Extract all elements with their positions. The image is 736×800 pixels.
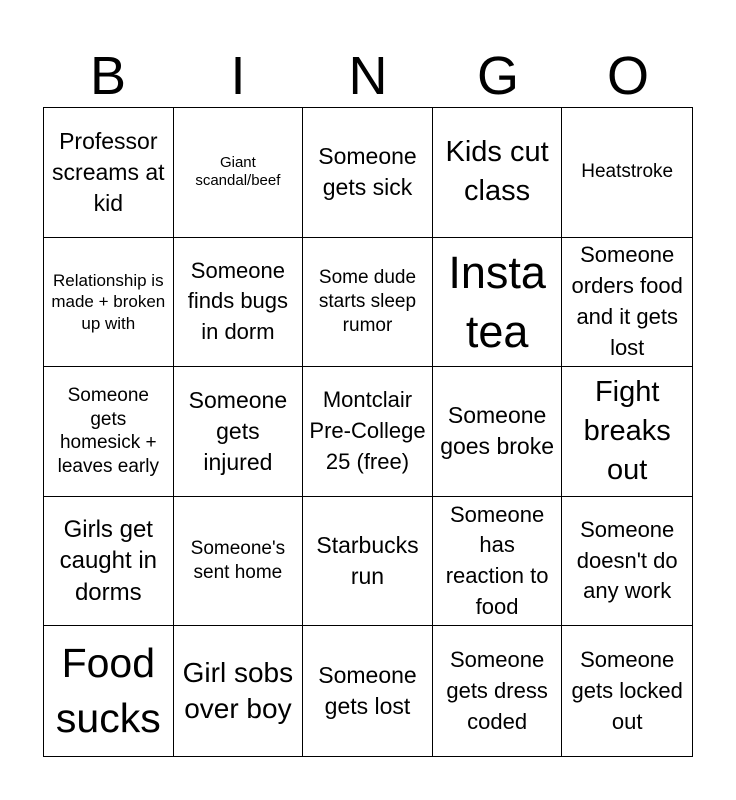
bingo-cell-r4c5[interactable]: Someone doesn't do any work	[562, 497, 692, 627]
bingo-cell-r5c4[interactable]: Someone gets dress coded	[433, 626, 563, 756]
bingo-cell-r5c5[interactable]: Someone gets locked out	[571, 647, 683, 734]
bingo-cell-r5c1[interactable]: Food sucks	[44, 626, 174, 756]
bingo-cell-r3c2[interactable]: Someone gets injured	[174, 367, 304, 497]
bingo-cell-r3c5[interactable]: Fight breaks out	[562, 367, 692, 497]
bingo-cell-r1c2[interactable]: Giant scandal/beef	[174, 108, 304, 238]
bingo-cell-r1c5[interactable]: Heatstroke	[562, 108, 692, 238]
bingo-cell-r1c1[interactable]: Professor screams at kid	[44, 108, 174, 238]
header-letter-g: G	[476, 46, 519, 106]
bingo-cell-r1c4[interactable]: Kids cut class	[433, 108, 563, 238]
bingo-header	[43, 44, 693, 108]
header-letter-o: O	[606, 46, 649, 106]
bingo-cell-r5c2[interactable]: Girl sobs over boy	[174, 626, 304, 756]
header-letter-n: N	[348, 46, 388, 106]
bingo-cell-r1c3[interactable]: Someone gets sick	[303, 108, 433, 238]
bingo-card	[43, 107, 693, 757]
header-letter-b: B	[89, 46, 127, 106]
bingo-cell-r2c5[interactable]: Someone orders food and it gets lost	[562, 238, 692, 368]
bingo-cell-r4c4[interactable]: Someone has reaction to food	[433, 497, 563, 627]
bingo-cell-r4c2[interactable]: Someone's sent home	[174, 497, 304, 627]
bingo-cell-r5c3[interactable]: Someone gets lost	[303, 626, 433, 756]
bingo-cell-r3c4[interactable]: Someone goes broke	[433, 367, 563, 497]
bingo-cell-r2c2[interactable]: Someone finds bugs in dorm	[174, 238, 304, 368]
bingo-cell-r3c3[interactable]: Montclair Pre-College 25 (free)	[303, 367, 433, 497]
bingo-cell-r3c1[interactable]: Someone gets homesick + leaves early	[44, 367, 174, 497]
bingo-cell-r4c3[interactable]: Starbucks run	[303, 497, 433, 627]
bingo-cell-r4c1[interactable]: Girls get caught in dorms	[44, 497, 174, 627]
bingo-cell-r2c4[interactable]: Insta tea	[433, 238, 563, 368]
bingo-cell-r2c3[interactable]: Some dude starts sleep rumor	[303, 238, 433, 368]
bingo-cell-r2c1[interactable]: Relationship is made + broken up with	[44, 238, 174, 368]
header-letter-i: I	[230, 46, 246, 106]
